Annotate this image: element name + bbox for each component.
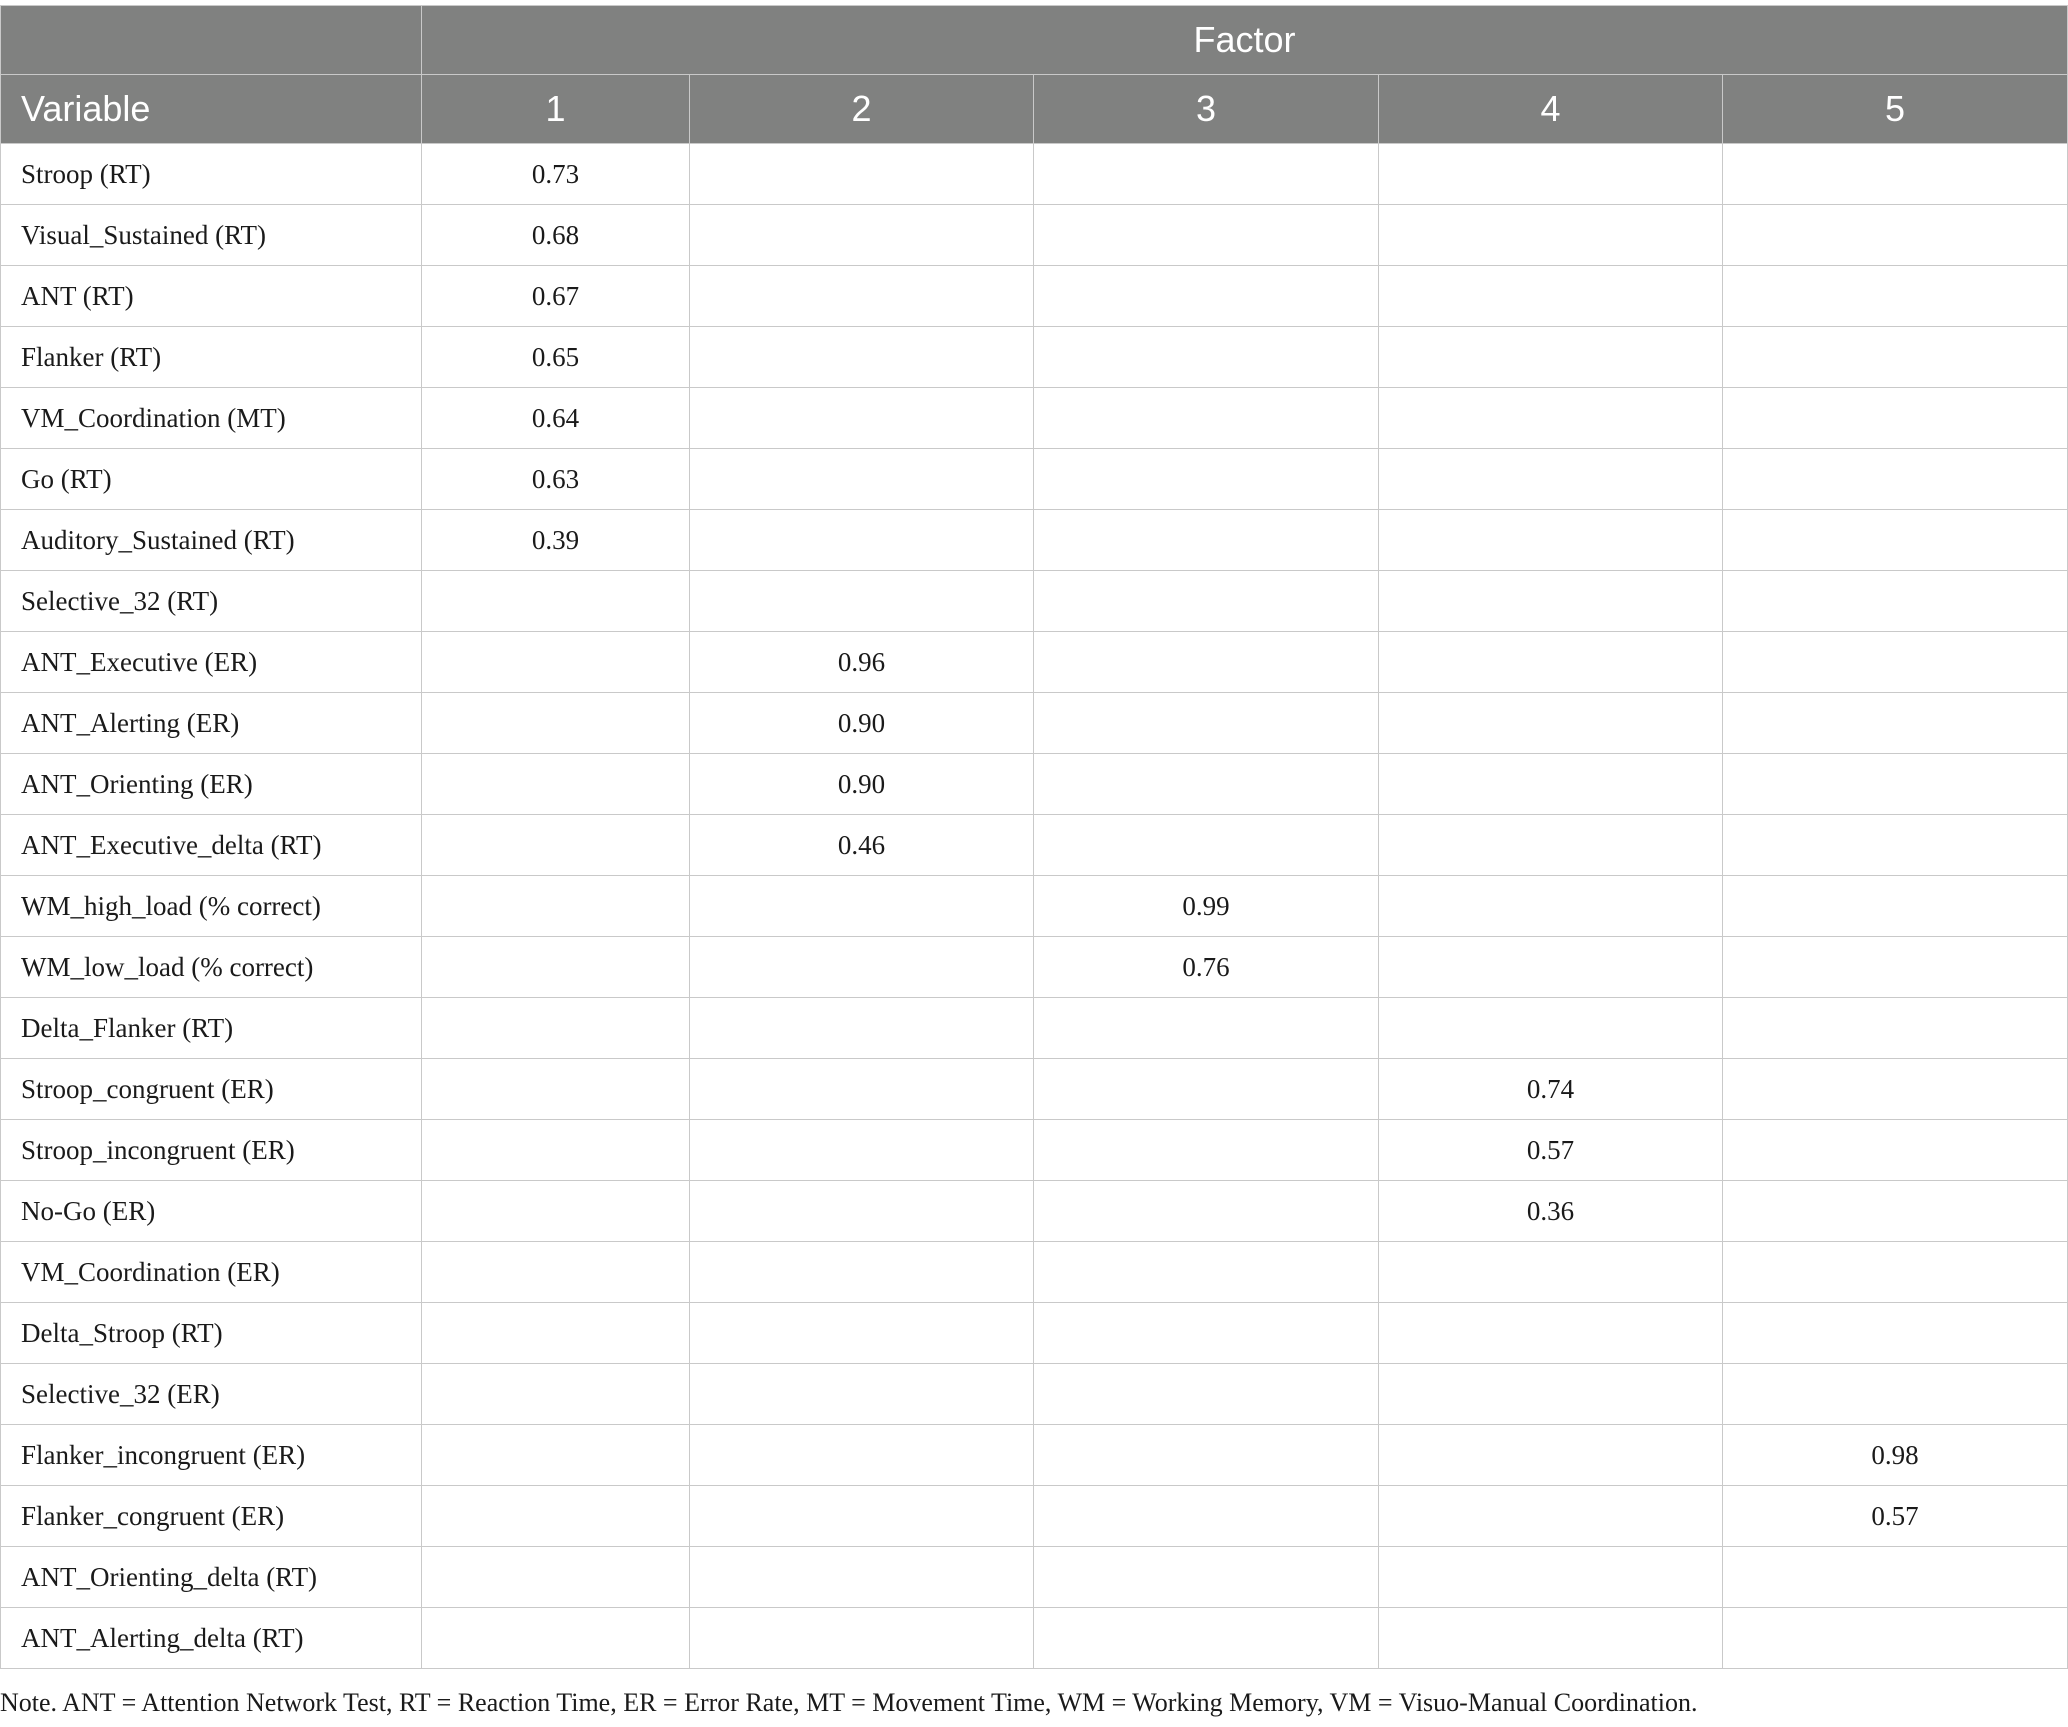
loading-cell-factor-5 xyxy=(1723,937,2068,998)
loading-cell-factor-4 xyxy=(1379,1242,1723,1303)
loading-cell-factor-2 xyxy=(690,205,1034,266)
loading-cell-factor-2 xyxy=(690,1242,1034,1303)
variable-cell: Flanker (RT) xyxy=(1,327,422,388)
loading-cell-factor-5 xyxy=(1723,449,2068,510)
loading-cell-factor-1 xyxy=(422,998,690,1059)
loading-cell-factor-5 xyxy=(1723,327,2068,388)
loading-cell-factor-5 xyxy=(1723,388,2068,449)
loading-cell-factor-3 xyxy=(1034,693,1379,754)
loading-cell-factor-5 xyxy=(1723,1608,2068,1669)
loading-cell-factor-2 xyxy=(690,388,1034,449)
table-row xyxy=(1,205,2068,266)
table-row xyxy=(1,388,2068,449)
loading-cell-factor-2 xyxy=(690,1120,1034,1181)
loading-cell-factor-1 xyxy=(422,1486,690,1547)
loading-cell-factor-3 xyxy=(1034,754,1379,815)
loading-cell-factor-4 xyxy=(1379,937,1723,998)
factor-loadings-table-container xyxy=(0,5,2068,1669)
variable-cell: ANT_Orienting (ER) xyxy=(1,754,422,815)
loading-cell-factor-1: 0.64 xyxy=(422,388,690,449)
variable-cell: Flanker_congruent (ER) xyxy=(1,1486,422,1547)
loading-cell-factor-5 xyxy=(1723,571,2068,632)
loading-cell-factor-5 xyxy=(1723,1120,2068,1181)
loading-cell-factor-3 xyxy=(1034,327,1379,388)
loading-cell-factor-5: 0.98 xyxy=(1723,1425,2068,1486)
variable-cell: ANT_Executive (ER) xyxy=(1,632,422,693)
loading-cell-factor-1: 0.63 xyxy=(422,449,690,510)
variable-cell: ANT_Alerting_delta (RT) xyxy=(1,1608,422,1669)
loading-cell-factor-4: 0.74 xyxy=(1379,1059,1723,1120)
loading-cell-factor-1 xyxy=(422,815,690,876)
loading-cell-factor-4 xyxy=(1379,205,1723,266)
table-row xyxy=(1,1364,2068,1425)
table-header xyxy=(1,6,2068,144)
loading-cell-factor-4 xyxy=(1379,1486,1723,1547)
loading-cell-factor-1: 0.39 xyxy=(422,510,690,571)
variable-cell: WM_high_load (% correct) xyxy=(1,876,422,937)
loading-cell-factor-2 xyxy=(690,1181,1034,1242)
loading-cell-factor-5 xyxy=(1723,754,2068,815)
loading-cell-factor-2 xyxy=(690,1364,1034,1425)
loading-cell-factor-3 xyxy=(1034,1486,1379,1547)
loading-cell-factor-1 xyxy=(422,1181,690,1242)
loading-cell-factor-4 xyxy=(1379,754,1723,815)
loading-cell-factor-5 xyxy=(1723,1364,2068,1425)
table-row xyxy=(1,266,2068,327)
loading-cell-factor-4 xyxy=(1379,1608,1723,1669)
table-note: Note. ANT = Attention Network Test, RT = Reaction Time, ER = Error Rate, MT = Movement Time, WM = Working Memory, VM = Visuo-Manual Coordination. xyxy=(0,1688,1698,1717)
variable-cell: Delta_Stroop (RT) xyxy=(1,1303,422,1364)
loading-cell-factor-5 xyxy=(1723,815,2068,876)
loading-cell-factor-2 xyxy=(690,1486,1034,1547)
loading-cell-factor-3 xyxy=(1034,1242,1379,1303)
loading-cell-factor-3 xyxy=(1034,1425,1379,1486)
loading-cell-factor-3 xyxy=(1034,1303,1379,1364)
loading-cell-factor-2: 0.90 xyxy=(690,754,1034,815)
variable-cell: Selective_32 (ER) xyxy=(1,1364,422,1425)
loading-cell-factor-1 xyxy=(422,876,690,937)
loading-cell-factor-5 xyxy=(1723,266,2068,327)
loading-cell-factor-5 xyxy=(1723,205,2068,266)
loading-cell-factor-3 xyxy=(1034,510,1379,571)
variable-cell: Go (RT) xyxy=(1,449,422,510)
table-row xyxy=(1,998,2068,1059)
variable-cell: VM_Coordination (MT) xyxy=(1,388,422,449)
loading-cell-factor-4: 0.57 xyxy=(1379,1120,1723,1181)
loading-cell-factor-2 xyxy=(690,449,1034,510)
loading-cell-factor-4 xyxy=(1379,876,1723,937)
loading-cell-factor-1 xyxy=(422,1120,690,1181)
loading-cell-factor-3 xyxy=(1034,1120,1379,1181)
variable-cell: ANT_Orienting_delta (RT) xyxy=(1,1547,422,1608)
table-row xyxy=(1,693,2068,754)
loading-cell-factor-4 xyxy=(1379,327,1723,388)
loading-cell-factor-3 xyxy=(1034,815,1379,876)
header-row-factor xyxy=(1,6,2068,75)
loading-cell-factor-5 xyxy=(1723,1181,2068,1242)
variable-cell: Auditory_Sustained (RT) xyxy=(1,510,422,571)
loading-cell-factor-2 xyxy=(690,327,1034,388)
factor-column-header-3: 3 xyxy=(1034,75,1379,144)
table-row xyxy=(1,1181,2068,1242)
loading-cell-factor-2 xyxy=(690,1608,1034,1669)
table-row xyxy=(1,632,2068,693)
loading-cell-factor-1 xyxy=(422,1059,690,1120)
loading-cell-factor-2 xyxy=(690,266,1034,327)
variable-cell: Delta_Flanker (RT) xyxy=(1,998,422,1059)
loading-cell-factor-4 xyxy=(1379,144,1723,205)
loading-cell-factor-2 xyxy=(690,1425,1034,1486)
loading-cell-factor-3 xyxy=(1034,998,1379,1059)
loading-cell-factor-1 xyxy=(422,632,690,693)
loading-cell-factor-4: 0.36 xyxy=(1379,1181,1723,1242)
variable-cell: Selective_32 (RT) xyxy=(1,571,422,632)
loading-cell-factor-4 xyxy=(1379,1425,1723,1486)
loading-cell-factor-4 xyxy=(1379,1364,1723,1425)
loading-cell-factor-5 xyxy=(1723,144,2068,205)
loading-cell-factor-3: 0.76 xyxy=(1034,937,1379,998)
loading-cell-factor-5 xyxy=(1723,1303,2068,1364)
loading-cell-factor-1 xyxy=(422,1547,690,1608)
factor-column-header-4: 4 xyxy=(1379,75,1723,144)
table-row xyxy=(1,1486,2068,1547)
loading-cell-factor-3 xyxy=(1034,205,1379,266)
loading-cell-factor-2 xyxy=(690,1303,1034,1364)
table-row xyxy=(1,815,2068,876)
loading-cell-factor-1 xyxy=(422,693,690,754)
table-row xyxy=(1,327,2068,388)
loading-cell-factor-2: 0.46 xyxy=(690,815,1034,876)
table-row xyxy=(1,571,2068,632)
loading-cell-factor-2 xyxy=(690,571,1034,632)
loading-cell-factor-2 xyxy=(690,937,1034,998)
loading-cell-factor-3 xyxy=(1034,1059,1379,1120)
variable-cell: No-Go (ER) xyxy=(1,1181,422,1242)
loading-cell-factor-2: 0.96 xyxy=(690,632,1034,693)
table-row xyxy=(1,1608,2068,1669)
loading-cell-factor-4 xyxy=(1379,815,1723,876)
loading-cell-factor-5 xyxy=(1723,998,2068,1059)
table-row xyxy=(1,1120,2068,1181)
loading-cell-factor-3: 0.99 xyxy=(1034,876,1379,937)
loading-cell-factor-4 xyxy=(1379,1547,1723,1608)
table-row xyxy=(1,1303,2068,1364)
loading-cell-factor-2 xyxy=(690,510,1034,571)
loading-cell-factor-1 xyxy=(422,1364,690,1425)
loading-cell-factor-4 xyxy=(1379,510,1723,571)
factor-column-header-5: 5 xyxy=(1723,75,2068,144)
loading-cell-factor-5 xyxy=(1723,1059,2068,1120)
loading-cell-factor-3 xyxy=(1034,144,1379,205)
loading-cell-factor-1 xyxy=(422,754,690,815)
table-body xyxy=(1,144,2068,1669)
variable-cell: ANT_Executive_delta (RT) xyxy=(1,815,422,876)
loading-cell-factor-4 xyxy=(1379,693,1723,754)
loading-cell-factor-2 xyxy=(690,876,1034,937)
loading-cell-factor-3 xyxy=(1034,1547,1379,1608)
factor-group-header: Factor xyxy=(422,6,2068,75)
loading-cell-factor-3 xyxy=(1034,571,1379,632)
loading-cell-factor-3 xyxy=(1034,1364,1379,1425)
table-row xyxy=(1,1242,2068,1303)
loading-cell-factor-5 xyxy=(1723,1242,2068,1303)
loading-cell-factor-4 xyxy=(1379,388,1723,449)
loading-cell-factor-5 xyxy=(1723,1547,2068,1608)
loading-cell-factor-1: 0.65 xyxy=(422,327,690,388)
loading-cell-factor-1: 0.68 xyxy=(422,205,690,266)
table-row xyxy=(1,876,2068,937)
loading-cell-factor-2 xyxy=(690,1059,1034,1120)
loading-cell-factor-1 xyxy=(422,937,690,998)
loading-cell-factor-3 xyxy=(1034,1608,1379,1669)
loading-cell-factor-2: 0.90 xyxy=(690,693,1034,754)
variable-cell: ANT_Alerting (ER) xyxy=(1,693,422,754)
variable-cell: Stroop_incongruent (ER) xyxy=(1,1120,422,1181)
loading-cell-factor-5: 0.57 xyxy=(1723,1486,2068,1547)
loading-cell-factor-1 xyxy=(422,1608,690,1669)
loading-cell-factor-1: 0.67 xyxy=(422,266,690,327)
variable-cell: VM_Coordination (ER) xyxy=(1,1242,422,1303)
loading-cell-factor-5 xyxy=(1723,632,2068,693)
loading-cell-factor-1 xyxy=(422,1425,690,1486)
table-row xyxy=(1,1547,2068,1608)
variable-cell: Flanker_incongruent (ER) xyxy=(1,1425,422,1486)
loading-cell-factor-4 xyxy=(1379,266,1723,327)
loading-cell-factor-4 xyxy=(1379,571,1723,632)
loading-cell-factor-3 xyxy=(1034,266,1379,327)
variable-cell: Stroop_congruent (ER) xyxy=(1,1059,422,1120)
table-row xyxy=(1,937,2068,998)
loading-cell-factor-4 xyxy=(1379,632,1723,693)
factor-loadings-table xyxy=(0,5,2068,1669)
header-row-columns xyxy=(1,75,2068,144)
loading-cell-factor-4 xyxy=(1379,998,1723,1059)
loading-cell-factor-1 xyxy=(422,571,690,632)
loading-cell-factor-3 xyxy=(1034,632,1379,693)
factor-column-header-1: 1 xyxy=(422,75,690,144)
table-row xyxy=(1,1059,2068,1120)
loading-cell-factor-4 xyxy=(1379,1303,1723,1364)
loading-cell-factor-1: 0.73 xyxy=(422,144,690,205)
variable-column-header: Variable xyxy=(1,75,422,144)
factor-column-header-2: 2 xyxy=(690,75,1034,144)
header-empty-cell xyxy=(1,6,422,75)
variable-cell: Stroop (RT) xyxy=(1,144,422,205)
loading-cell-factor-2 xyxy=(690,144,1034,205)
loading-cell-factor-5 xyxy=(1723,510,2068,571)
loading-cell-factor-1 xyxy=(422,1242,690,1303)
loading-cell-factor-3 xyxy=(1034,1181,1379,1242)
loading-cell-factor-3 xyxy=(1034,388,1379,449)
table-row xyxy=(1,510,2068,571)
loading-cell-factor-2 xyxy=(690,998,1034,1059)
table-row xyxy=(1,754,2068,815)
loading-cell-factor-5 xyxy=(1723,693,2068,754)
loading-cell-factor-3 xyxy=(1034,449,1379,510)
variable-cell: ANT (RT) xyxy=(1,266,422,327)
table-row xyxy=(1,449,2068,510)
loading-cell-factor-2 xyxy=(690,1547,1034,1608)
table-row xyxy=(1,1425,2068,1486)
loading-cell-factor-1 xyxy=(422,1303,690,1364)
loading-cell-factor-5 xyxy=(1723,876,2068,937)
variable-cell: WM_low_load (% correct) xyxy=(1,937,422,998)
loading-cell-factor-4 xyxy=(1379,449,1723,510)
variable-cell: Visual_Sustained (RT) xyxy=(1,205,422,266)
table-row xyxy=(1,144,2068,205)
